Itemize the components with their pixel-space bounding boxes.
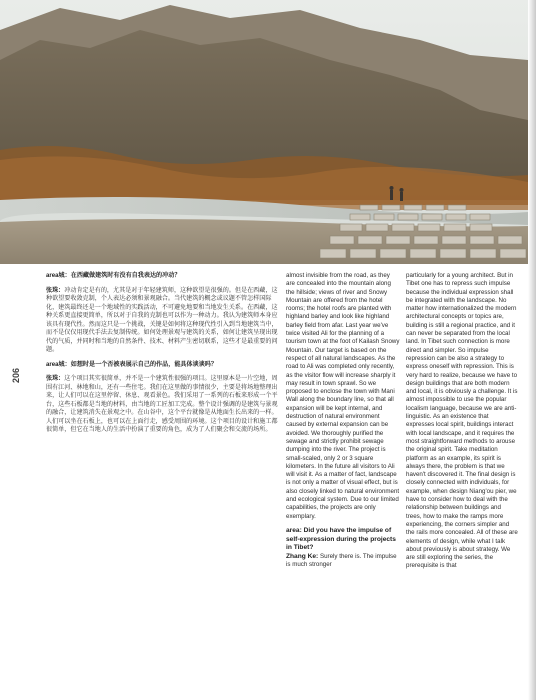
- answer-1-zh-speaker: 张珠：: [46, 286, 65, 294]
- answer-1-zh: [46, 287, 278, 355]
- question-2-zh-text: area城：如想时是一个否被表展示自己的作品，能具体谈谈吗？: [46, 360, 217, 368]
- answer-1-zh-text: 冲动肯定是有的，尤其是对于年轻建筑师，这种欲望是很强的。但是在西藏，这种欲望要收敛克制，个人表达必须和景观融合。当代建筑的概念或议题不管怎样国际化，建筑最终还是一个地域性的实践活动，不可避免地要和当地发生关系。在西藏，这种关系更直接更简单，所以对于自我的克制也可以作为一种动力。我认为建筑师本身应该具有现代性。然而这只是一个挑战，关键是如何将这种现代性引入到当地建筑当中，而不是仅仅用现代手法去复制传统。如何处理景观与建筑的关系，如何让建筑呈现出现代的气质，并同时和当地的自然条件、技术、材料产生密切联系，这些才是最重要的问题。: [46, 286, 278, 353]
- landscape-photo: [0, 0, 528, 264]
- answer-2-zh-speaker: 张珠：: [46, 375, 65, 382]
- english-column-2: [406, 272, 518, 577]
- answer-2-zh-text: 这个项目其实很简单，并不是一个建筑性很强的项目。这里原本是一片空地，周围有江河、林地和山，还有一些住宅。我们在这里做的事情很少，主要是将场地整理出来，让人们可以在这里停留、休息、观看景色。我们采用了一系列的石板来形成一个平台，这些石板都是当地的材料，由当地的工匠加工完成。整个设计强调的是建筑与景观的融合，让建筑消失在景观之中。在山谷中，这个平台就像是从地面生长出来的一样。人们可以坐在石板上，也可以在上面行走，感受周围的环境。这个项目的设计和施工都很简单，但它在当地人的生活中扮演了重要的角色，成为了人们聚会和交流的场所。: [46, 375, 278, 433]
- english-column-1: [286, 272, 400, 576]
- page-edge-shadow: [528, 0, 536, 700]
- answer-en-speaker: Zhang Ke:: [286, 552, 319, 560]
- answer-en-text: Surely there is. The impulse is much stronger: [286, 552, 397, 569]
- question-1-zh: [46, 272, 278, 281]
- photo-illustration: [0, 0, 528, 264]
- chinese-column: [46, 272, 278, 441]
- question-1-zh-text: area城：在西藏做建筑时有没有自我表达的冲动？: [46, 272, 181, 279]
- question-2-zh: [46, 361, 278, 370]
- question-en: [286, 527, 400, 570]
- english-column-1-body: almost invisible from the road, as they are concealed into the mountain along the hillside; views of river and Snowy Mountain are offered from the hotel rooms; the hotel roofs are planted with highland barley and look like highland barley field from afar. Last year we've twice visited Ali for the planning of a tourism town at the foot of Kailash Snowy Mountain. Our target is based on the respect of all natural landscapes. As the road to Ali was completed only recently, as the visitor flow will increase sharply it may result in town sprawl. So we proposed to enclose the town with Mani Wall along the boundary line, so that all expansion will be kept internal, and destruction of natural environment caused by external expansion can be avoided. We thoroughly purified the sewage and strictly prohibit sewage dumping into the river. The project is small-scaled, only 2 or 3 square kilometers. In the future all visitors to Ali will visit it. As a matter of fact, landscape is not only a matter of visual effect, but is also closely linked to natural environment and ecological system. Due to our limited capabilities, the projects are only exemplary.: [286, 272, 400, 520]
- question-en-text: area: Did you have the impulse of self-expression during the projects in Tibet?: [286, 526, 396, 552]
- english-column-2-body: particularly for a young architect. But in Tibet one has to repress such impulse because the individual expression shall be integrated with the landscape. No matter how internationalized the modern architectural concepts or topics are, building is still a regional practice, and it can never be separated from the local land. In Tibet such connection is more direct and simpler. So impulse repression can be also a strategy to express oneself with repression. This is very hard to realize, because we have to design buildings that are both modern and local, it is obviously a challenge. It is almost impossible to use the popular localism language, because we are anti-linguistic. As an existence that expresses local spirit, buildings interact with local landscape, and it requires the most straightforward methods to arouse the original spirit. Take meditation platform as an example, its spirit is always there, the problem is that we haven't discovered it. The final design is closely connected with individuals, for example, when design Niang'ou pier, we have to consider how to deal with the relationship between buildings and trees, how to make the ramps more experiencing, the corners simpler and the rails more concealed. All of these are elements of design, while what I talk about previously is about strategy. We are still exploring the series, the prerequisite is that: [406, 272, 518, 570]
- answer-2-zh: [46, 375, 278, 435]
- page-number: 206: [11, 367, 21, 383]
